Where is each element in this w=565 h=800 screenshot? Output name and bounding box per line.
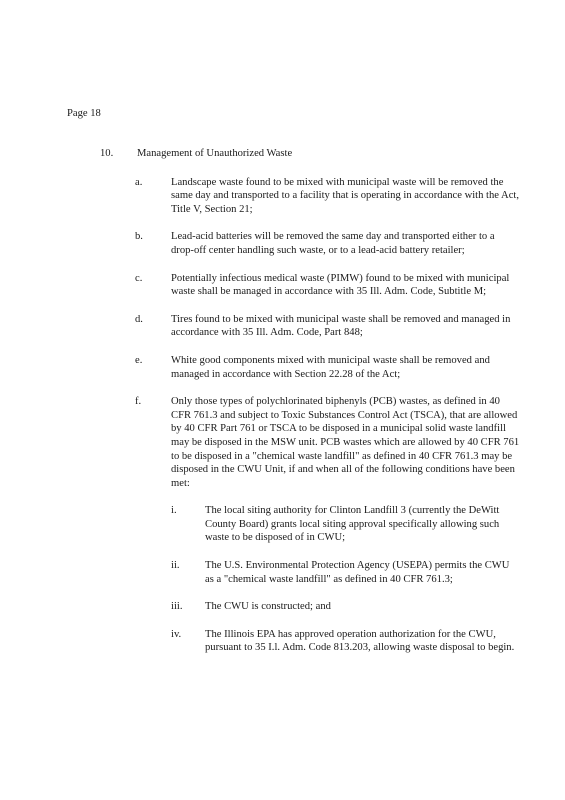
item-letter: f. bbox=[135, 396, 142, 408]
subitem-number: ii. bbox=[171, 560, 180, 572]
item-body bbox=[171, 395, 520, 669]
list-item-b bbox=[100, 230, 520, 257]
list-item-e bbox=[100, 354, 520, 381]
sub-list-item-i bbox=[171, 504, 520, 545]
item-letter: b. bbox=[135, 231, 143, 243]
section-number: 10. bbox=[100, 148, 114, 159]
subitem-text: The local siting authority for Clinton Landfill 3 (currently the DeWitt County Board) grants local siting approval specifically allowing such waste to be disposed of in CWU; bbox=[205, 505, 500, 544]
sub-list bbox=[171, 504, 520, 655]
subitem-number: iii. bbox=[171, 601, 183, 613]
list-item-a bbox=[100, 176, 520, 217]
page-label: Page 18 bbox=[67, 108, 101, 119]
subitem-text: The Illinois EPA has approved operation authorization for the CWU, pursuant to 35 I.l. Adm. Code 813.203, allowing waste disposal to begin. bbox=[205, 628, 515, 654]
item-text: Only those types of polychlorinated biphenyls (PCB) wastes, as defined in 40 CFR 761.3 and subject to Toxic Substances Control Act (TSCA), that are allowed by 40 CFR Part 761 or TSCA to be disposed in a municipal solid waste landfill may be disposed in the MSW unit. PCB wastes which are allowed by 40 CFR 761 to be disposed in a "chemical waste landfill" as defined in 40 CFR 761.3 may be disposed in the CWU Unit, if and when all of the following conditions have been met: bbox=[171, 396, 520, 489]
subitem-number: iv. bbox=[171, 628, 182, 640]
item-letter: e. bbox=[135, 354, 143, 366]
sub-list-item-iv bbox=[171, 628, 520, 655]
list-item-d bbox=[100, 313, 520, 340]
section-heading bbox=[100, 147, 520, 161]
subitem-number: i. bbox=[171, 505, 177, 517]
item-letter: d. bbox=[135, 313, 143, 325]
item-text: White good components mixed with municipal waste shall be removed and managed in accordance with Section 22.28 of the Act; bbox=[171, 354, 490, 380]
item-text: Lead-acid batteries will be removed the same day and transported either to a drop-off center handling such waste, or to a lead-acid battery retailer; bbox=[171, 231, 495, 256]
item-text: Landscape waste found to be mixed with municipal waste will be removed the same day and transported to a facility that is operating in accordance with the Act, Title V, Section 21; bbox=[171, 176, 520, 215]
list-item-c bbox=[100, 272, 520, 299]
section-management-unauthorized-waste bbox=[100, 147, 520, 683]
item-letter: c. bbox=[135, 272, 143, 284]
item-text: Tires found to be mixed with municipal waste shall be removed and managed in accordance with 35 Ill. Adm. Code, Part 848; bbox=[171, 313, 511, 339]
subitem-text: The CWU is constructed; and bbox=[205, 601, 331, 613]
list-item-f bbox=[100, 395, 520, 669]
item-letter: a. bbox=[135, 176, 143, 188]
sub-list-item-iii bbox=[171, 600, 520, 614]
item-text: Potentially infectious medical waste (PIMW) found to be mixed with municipal waste shall be managed in accordance with 35 Ill. Adm. Code, Subtitle M; bbox=[171, 272, 510, 298]
sub-list-item-ii bbox=[171, 559, 520, 586]
section-title: Management of Unauthorized Waste bbox=[137, 148, 293, 159]
subitem-text: The U.S. Environmental Protection Agency (USEPA) permits the CWU as a "chemical waste landfill" as defined in 40 CFR 761.3; bbox=[205, 560, 510, 585]
